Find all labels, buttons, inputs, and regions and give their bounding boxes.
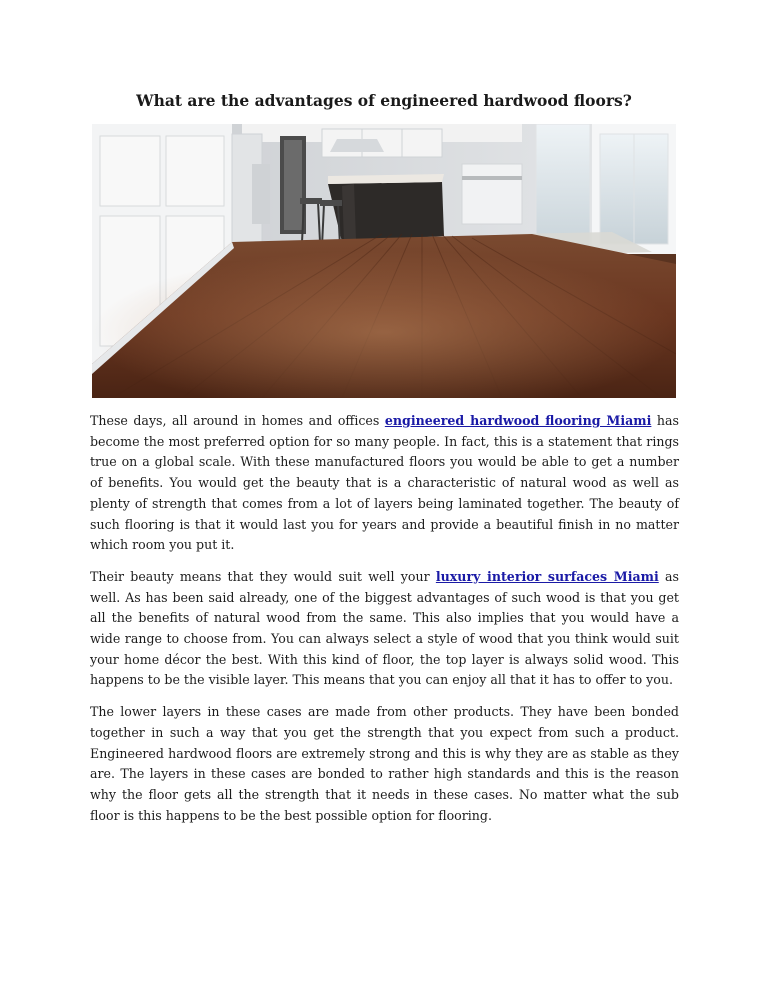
page-title: What are the advantages of engineered hardwood floors? — [136, 91, 632, 110]
paragraph-2-text-end: as well. As has been said already, one of the biggest advantages of such wood is that you get all the benefits of natural wood from the same. This also implies that you would have a wide range to choose from. You can always select a style of wood that you think would suit your home décor the best. With this kind of floor, the top layer is always solid wood. This happens to be the visible layer. This means that you can enjoy all that it has to offer to you. — [90, 568, 679, 688]
kitchen-hardwood-floor-photo — [92, 124, 676, 398]
luxury-interior-surfaces-link[interactable]: luxury interior surfaces Miami — [435, 568, 659, 584]
article-body — [90, 411, 679, 837]
paragraph-1 — [90, 411, 679, 556]
paragraph-2-text-start: Their beauty means that they would suit well your — [90, 568, 436, 584]
paragraph-1-text-start: These days, all around in homes and offices — [90, 413, 385, 428]
paragraph-3: The lower layers in these cases are made from other products. They have been bonded together in such a way that you get the strength that you expect from such a product. Engineered hardwood floors are extremely strong and this is why they are as stable as they are. The layers in these cases are bonded to rather high standards and this is the reason why the floor gets all the strength that it needs in these cases. No matter what the sub floor is this happens to be the best possible option for flooring. — [90, 704, 679, 823]
paragraph-2 — [90, 567, 679, 691]
paragraph-1-text-end: has become the most preferred option for so many people. In fact, this is a statement that rings true on a global scale. With these manufactured floors you would be able to get a number of benefits. You would get the beauty that is a characteristic of natural wood as well as plenty of strength that comes from a lot of layers being laminated together. The beauty of such flooring is that it would last you for years and provide a beautiful finish in no matter which room you put it. — [90, 413, 679, 553]
engineered-hardwood-flooring-link[interactable]: engineered hardwood flooring Miami — [384, 413, 652, 428]
